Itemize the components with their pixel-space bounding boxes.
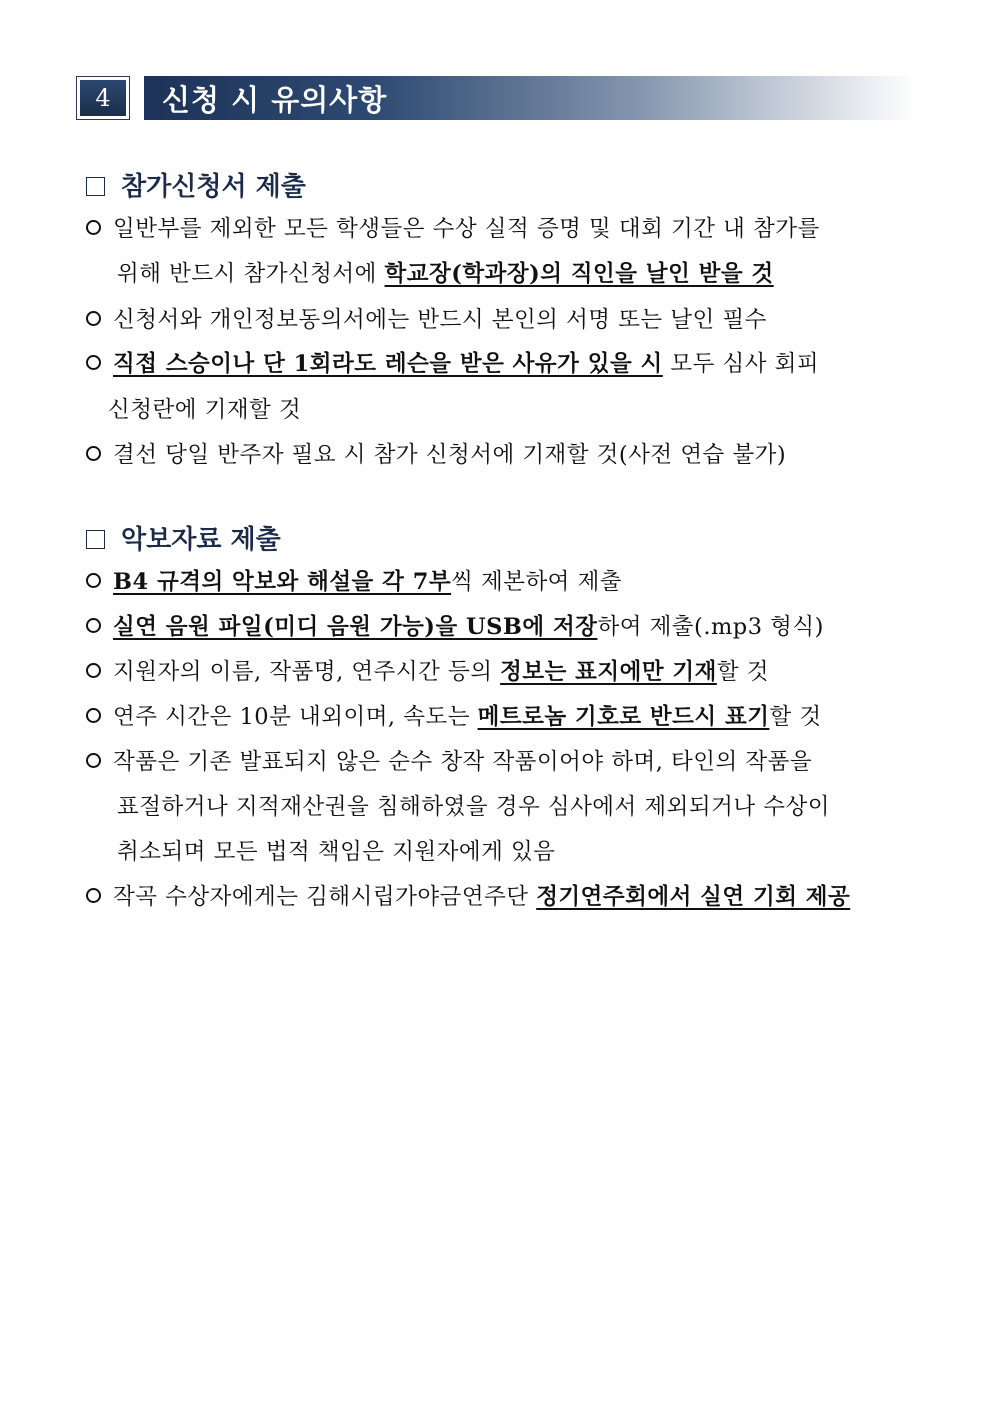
item-text: 연주 시간은 10분 내외이며, 속도는 xyxy=(113,704,478,730)
circle-bullet-icon xyxy=(86,663,101,678)
circle-bullet-icon xyxy=(86,753,101,768)
list-item xyxy=(86,699,822,731)
checkbox-square-icon xyxy=(86,530,105,549)
circle-bullet-icon xyxy=(86,618,101,633)
item-text: 씩 제본하여 제출 xyxy=(451,569,623,595)
list-item xyxy=(86,437,786,469)
item-text: 작곡 수상자에게는 김해시립가야금연주단 xyxy=(113,884,537,910)
item-emphasis: 학교장(학과장)의 직인을 날인 받을 것 xyxy=(384,261,774,287)
item-emphasis: 실연 음원 파일(미디 음원 가능)을 USB에 저장 xyxy=(113,614,598,640)
section-header xyxy=(76,76,916,122)
section-number: 4 xyxy=(80,80,126,116)
item-text: 모두 심사 회피 xyxy=(662,351,820,377)
title-bar xyxy=(144,76,916,120)
circle-bullet-icon xyxy=(86,888,101,903)
section-heading-score xyxy=(86,519,281,556)
list-item-continuation xyxy=(117,256,774,288)
item-emphasis: 정보는 표지에만 기재 xyxy=(500,659,717,685)
item-emphasis: 메트로놈 기호로 반드시 표기 xyxy=(477,704,770,730)
item-text: 결선 당일 반주자 필요 시 참가 신청서에 기재할 것(사전 연습 불가) xyxy=(113,442,787,468)
list-item xyxy=(86,744,812,776)
item-text: 할 것 xyxy=(716,659,770,685)
list-item-continuation xyxy=(117,789,830,821)
list-item xyxy=(86,302,767,334)
item-text: 취소되며 모든 법적 책임은 지원자에게 있음 xyxy=(117,839,556,865)
list-item-continuation xyxy=(117,834,556,866)
item-text: 작품은 기존 발표되지 않은 순수 창작 작품이어야 하며, 타인의 작품을 xyxy=(113,749,813,775)
section-heading-text: 악보자료 제출 xyxy=(121,525,281,555)
item-text: 신청서와 개인정보동의서에는 반드시 본인의 서명 또는 날인 필수 xyxy=(113,307,767,333)
item-text: 하여 제출(.mp3 형식) xyxy=(597,614,824,640)
item-emphasis: 직접 스승이나 단 1회라도 레슨을 받은 사유가 있을 시 xyxy=(113,351,663,377)
circle-bullet-icon xyxy=(86,220,101,235)
item-text: 위해 반드시 참가신청서에 xyxy=(117,261,385,287)
page-title: 신청 시 유의사항 xyxy=(162,82,388,117)
item-emphasis: B4 규격의 악보와 해설을 각 7부 xyxy=(113,569,452,595)
section-heading-application xyxy=(86,166,306,203)
list-item-continuation xyxy=(108,392,301,424)
item-text: 지원자의 이름, 작품명, 연주시간 등의 xyxy=(113,659,501,685)
list-item xyxy=(86,346,819,378)
item-text: 일반부를 제외한 모든 학생들은 수상 실적 증명 및 대회 기간 내 참가를 xyxy=(113,216,820,242)
circle-bullet-icon xyxy=(86,311,101,326)
checkbox-square-icon xyxy=(86,177,105,196)
list-item xyxy=(86,211,820,243)
circle-bullet-icon xyxy=(86,708,101,723)
list-item xyxy=(86,609,824,641)
list-item xyxy=(86,654,769,686)
item-text: 신청란에 기재할 것 xyxy=(108,397,302,423)
list-item xyxy=(86,564,622,596)
circle-bullet-icon xyxy=(86,355,101,370)
item-text: 표절하거나 지적재산권을 침해하였을 경우 심사에서 제외되거나 수상이 xyxy=(117,794,830,820)
circle-bullet-icon xyxy=(86,446,101,461)
list-item xyxy=(86,879,850,911)
circle-bullet-icon xyxy=(86,573,101,588)
item-emphasis: 정기연주회에서 실연 기회 제공 xyxy=(536,884,851,910)
section-number-box xyxy=(76,76,130,120)
section-heading-text: 참가신청서 제출 xyxy=(121,172,306,202)
item-text: 할 것 xyxy=(769,704,822,730)
